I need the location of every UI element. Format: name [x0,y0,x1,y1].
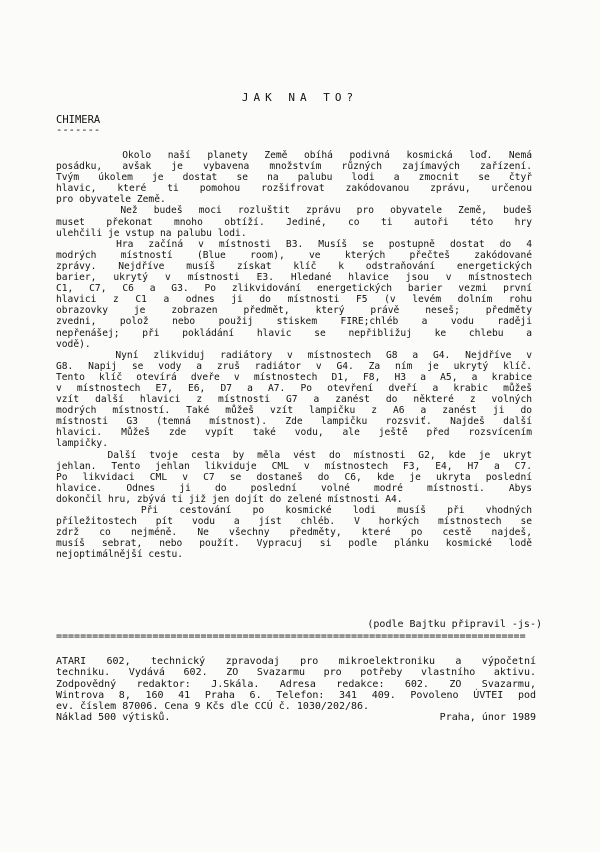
text-line: pro obyvatele Země. [56,194,166,206]
text-line: Tento klíč otevírá dveře v místnostech D1, F8, H3 a A5, a krabice [56,371,532,383]
text-line: vodě). [56,338,91,350]
text-line: lampičky. [56,438,108,450]
text-line: Při cestování po kosmické lodi musíš při vhodných [56,505,532,516]
article-title: CHIMERA [56,114,101,126]
text-line: modrých místností (Blue room), ve kterých přečteš zakódované [56,249,532,261]
page-header: JAK NA TO? [241,91,359,104]
text-line: C1, C7, C6 a G3. Po zlikvidování energetických barier vezmi první [56,283,532,295]
paragraph [56,239,532,350]
text-line: hlavici. Můžeš zde vypít také vodu, ale ještě před rozsvícením [56,427,532,439]
paragraph [56,350,532,450]
text-line: Po likvidaci CML v C7 se dostaneš do C6, kde je ukryta poslední [56,471,532,483]
text-line: Hra začíná v místnosti B3. Musíš se postupně dostat do 4 [56,238,532,250]
colophon-line: Zodpovědný redaktor: J.Skála. Adresa redakce: 602. ZO Svazarmu, [56,678,536,690]
text-line: Další tvoje cesta by měla vést do místnosti G2, kde je ukryt [56,449,532,461]
colophon-line: techniku. Vydává 602. ZO Svazarmu pro potřeby vlastního aktivu. [56,667,536,679]
text-line: zdrž co nejméně. Ne všechny předměty, které po cestě najdeš, [56,527,532,539]
print-run: Náklad 500 výtisků. [56,712,171,724]
text-line: G8. Napij se vody a zruš radiátor v G4. Za ním je ukrytý klíč. [56,360,532,372]
text-line: barier, ukrytý v místnosti E3. Hledané hlavice jsou v místnostech [56,272,532,284]
text-line: Nyní zlikviduj radiátory v místnostech G8 a G4. Nejdříve v [56,349,532,361]
colophon-line: ATARI 602, technický zpravodaj pro mikroelektroniku a výpočetní [56,656,536,667]
text-line: obrazovky je zobrazen předmět, který právě neseš; předměty [56,305,532,317]
paragraph [56,205,532,238]
colophon [56,656,536,724]
text-line: posádku, avšak je vybavena množstvím různých zajímavých zařízení. [56,161,532,173]
colophon-line: Wintrova 8, 160 41 Praha 6. Telefon: 341 409. Povoleno ÚVTEI pod [56,689,536,701]
article-credit: (podle Bajtku připravil -js-) [367,619,542,630]
text-line: místnosti G3 (temná místnost). Zde lampičku rozsviť. Najdeš další [56,416,532,428]
place-date: Praha, únor 1989 [439,712,536,724]
text-line: modrých místností. Také můžeš vzít lampičku z A6 a zanést ji do [56,405,532,417]
text-line: muset překonat mnoho obtíží. Jediné, co ti autoři této hry [56,216,532,228]
text-line: jehlan. Tento jehlan likviduje CML v místnostech F3, E4, H7 a C7. [56,460,532,472]
text-line: Okolo naší planety Země obíhá podivná kosmická loď. Nemá [56,150,532,161]
text-line: vzít další hlavici z místnosti G7 a zanést do některé z volných [56,394,532,406]
text-line: ulehčili je vstup na palubu lodi. [56,227,247,239]
text-line: hlavic, které ti pomohou rozšifrovat zakódovanou zprávu, určenou [56,183,532,195]
text-line: musíš sebrat, nebo použít. Vypracuj si podle plánku kosmické lodě [56,538,532,550]
paragraph [56,505,532,560]
text-line: dokončil hru, zbývá ti již jen dojít do zelené místnosti A4. [56,493,403,505]
colophon-line: ev. číslem 87006. Cena 9 Kčs dle CCÚ č. 1030/202/86. [56,701,370,713]
text-line: Tvým úkolem je dostat se na palubu lodi a zmocnit se čtyř [56,172,532,184]
text-line: nepřenášej; při pokládání hlavic se nepřibližuj ke chlebu a [56,327,532,339]
colophon-last-row [56,712,536,723]
text-line: zvedni, polož nebo použij stiskem FIRE;chléb a vodu raději [56,316,532,328]
article-body [56,150,532,560]
paragraph [56,150,532,205]
text-line: v místnostech E7, E6, D7 a A7. Po otevření dveří a krabic můžeš [56,382,532,394]
colophon-text [56,656,536,712]
text-line: nejoptimálnější cestu. [56,549,184,561]
article-title-underline: ------- [56,124,101,136]
text-line: příležitostech pít vodu a jíst chléb. V horkých místnostech se [56,516,532,528]
text-line: zprávy. Nejdříve musíš získat klíč k odstraňování energetických [56,260,532,272]
text-line: hlavici z C1 a odnes ji do místnosti F5 (v levém dolním rohu [56,294,532,306]
text-line: hlavice. Odnes ji do poslední volné modré místnosti. Abys [56,482,532,494]
separator-rule: ============================================================================== [56,631,526,642]
paragraph [56,450,532,505]
text-line: Než budeš moci rozluštit zprávu pro obyvatele Země, budeš [56,205,532,217]
